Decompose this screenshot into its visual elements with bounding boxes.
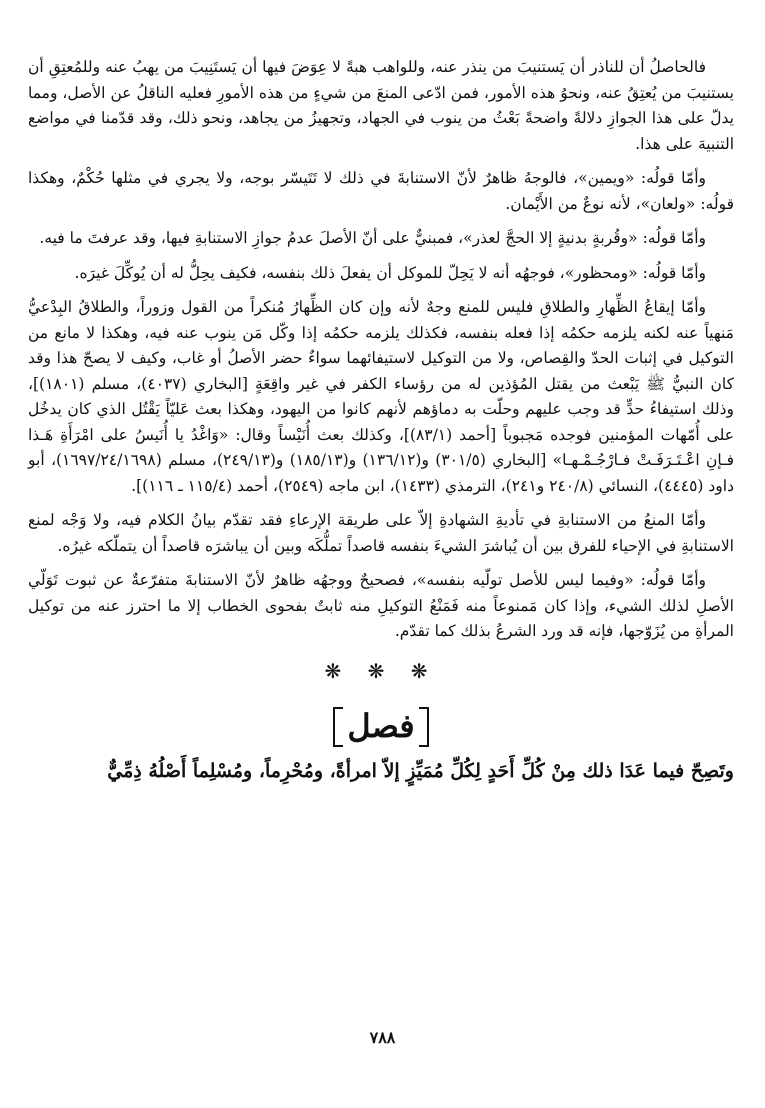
paragraph-1: فالحاصلُ أن للناذر أن يَستنيبَ من ينذر عنه، وللواهب هبةً لا عِوَضَ فيها أن يَستَنِيبَ من يهبُ عنه وللمُعتِقِ أن يستنيبَ من يُعتِقُ عنه، ونحوُ هذه الأمور، فمن ادّعى المنعَ من شيءٍ من هذه الأمورِ فعليه الناقلُ عن الأصل، ومما يدلّ على هذا الجوازِ دلالةً واضحةً بَعْثُ من ينوب في الجهاد، وتجهيزُ من يجاهد، ونحو ذلك، وقد قدّمنا في مواضع التنبيهَ على هذا. [28, 58, 734, 153]
section-heading-title: فصل [333, 703, 428, 747]
paragraph-5: وأمّا إيقاعُ الظِّهارِ والطلاقِ فليس للمنع وجهٌ لأنه وإن كان الظِّهارُ مُنكراً من القول وزوراً، والطلاقُ البِدْعيُّ مَنهياً عنه لكنه يلزمه حكمُه إذا فعله بنفسه، فكذلك يلزمه حكمُه إذا وكّل مَن ينوب عنه فيه، وهكذا لا مانع من التوكيل في إثبات الحدّ والقِصاص، ولا من التوكيل لاستيفائهما سواءٌ حضر الأصلُ أو غاب، وكيف لا يصحّ هذا وقد كان النبيُّ ﷺ يَبْعث من يقتل المُؤذين له من رؤساء الكفر في غير واقِعَةٍ [البخاري (٤٠٣٧)، مسلم (١٨٠١)]، وذلك استيفاءُ حدٍّ قد وجب عليهم وحلّت به دماؤهم لأنهم كانوا من اليهود، وهكذا بعث عَليّاً يَقْتُل الذي كان يدخُل على أُمّهات المؤمنين فوجده مَجبوباً [أحمد (٨٣/١)]، وكذلك بعث أُنَيْساً وقال: «وَاغْدُ يا أُنَيسُ على امْرَأَةِ هَـذا فـإنِ اعْـتَـرَفَـتْ فـارْجُـمْـهـا» [البخاري (٣٠١/٥) و(١٣٦/١٢) و(١٨٥/١٣) و(٢٤٩/١٣)، مسلم (١٦٩٧/٢٤/١٦٩٨)، أبو داود (٤٤٤٥)، النسائي (٢٤٠/٨ و٢٤١)، الترمذي (١٤٣٣)، ابن ماجه (٢٥٤٩)، أحمد (١١٥/٤ ـ ١١٦)]. [28, 298, 735, 495]
paragraph-3: وأمّا قولُه: «وقُربةٍ بدنيةٍ إلا الحجَّ لعذر»، فمبنيٌّ على أنّ الأصلَ عدمُ جوازِ الاستنابةِ فيها، وقد عرفتَ ما فيه. [39, 229, 706, 247]
paragraph-7: وأمّا قولُه: «وفيما ليس للأصل تولّيه بنفسه»، فصحيحٌ ووجهُه ظاهرٌ لأنّ الاستنابةَ متفرّعةٌ عن ثبوت تَوَلّي الأصلِ لذلك الشيء، وإذا كان مَمنوعاً منه فَمَنْعُ التوكيلِ منه ثابتٌ بفحوى الخطاب إلا ما احترز عنه من توكيل المرأةِ من يُزَوّجها، فإنه قد ورد الشرعُ بذلك كما تقدّم. [28, 571, 734, 640]
section-divider-ornament: ❋ ❋ ❋ [324, 658, 438, 683]
page-body [28, 55, 734, 787]
paragraph-2: وأمّا قولُه: «ويمين»، فالوجهُ ظاهرٌ لأنّ الاستنابةَ في ذلك لا تَتَيسّر بوجه، ولا يجري في مثلها حُكْمٌ، وهكذا قولُه: «ولعان»، لأنه نوعٌ من الأَيْمان. [28, 169, 734, 213]
paragraph-6: وأمّا المنعُ من الاستنابةِ في تأديةِ الشهادةِ إلاّ على طريقة الإرعاءِ فقد تقدّم بيانُ الكلام فيه، ولا وَجْه لمنع الاستنابةِ في الإحياء للفرق بين أن يُباشرَ الشيءَ بنفسه قاصداً تملُّكَه وبين أن يباشرَه قاصداً أن يتملّكه غيرُه. [28, 511, 734, 555]
matn-text: وتَصِحّ فيما عَدَا ذلك مِنْ كُلِّ أَحَدٍ لِكُلِّ مُمَيِّزٍ إلاّ امرأةً، ومُحْرِماً، ومُسْلِماً أَصْلُهُ ذِمِّيٌّ [107, 759, 734, 782]
section-heading [28, 703, 734, 747]
page-number: ٧٨٨ [369, 1028, 396, 1047]
paragraph-4: وأمّا قولُه: «ومحظور»، فوجهُه أنه لا يَحِلّ للموكل أن يفعلَ ذلك بنفسه، فكيف يحِلُّ له أن يُوكِّلَ غيرَه. [74, 263, 706, 282]
